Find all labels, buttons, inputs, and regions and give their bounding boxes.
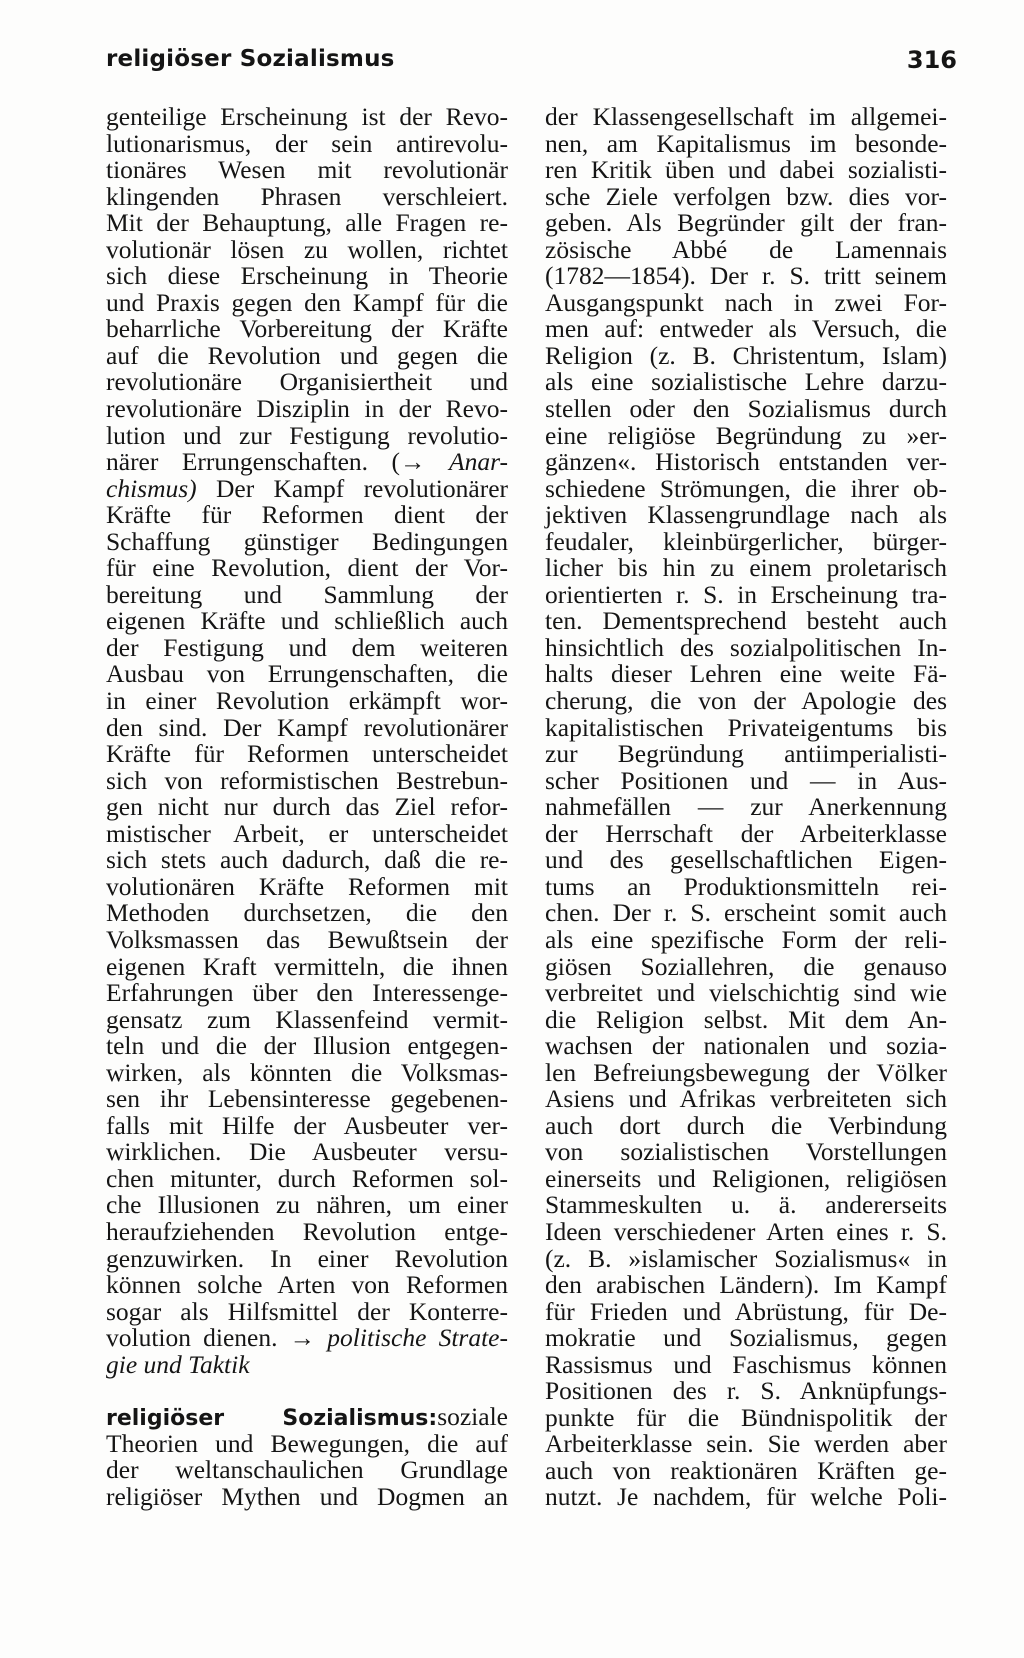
text-line: auf die Revolution und gegen die [106,340,508,370]
entry-line: der weltanschaulichen Grundlage [106,1455,508,1485]
text-segment: närer Errungenschaften. (→ [106,447,450,477]
text-segment: Der Kampf revolutionärer [196,473,508,503]
text-line: tums an Produktionsmitteln rei- [545,871,947,901]
page-number: 316 [906,46,957,74]
text-line: sich stets auch dadurch, daß die re- [106,845,508,875]
entry-line: Theorien und Bewegungen, die auf [106,1428,508,1458]
text-line: als eine sozialistische Lehre darzu- [545,367,947,397]
text-line: genteilige Erscheinung ist der Revo- [106,102,508,131]
text-line: ren Kritik üben und dabei sozialisti- [545,155,947,185]
text-line: der Herrschaft der Arbeiterklasse [545,818,947,848]
text-line: hinsichtlich des sozialpolitischen In- [545,632,947,662]
text-line: men auf: entweder als Versuch, die [545,314,947,344]
left-column [106,104,508,1510]
text-line: den arabischen Ländern). Im Kampf [545,1270,947,1300]
text-line: lutionarismus, der sein antirevolu- [106,128,508,158]
text-line: volutionär lösen zu wollen, richtet [106,234,508,264]
entry-text: soziale [437,1402,508,1432]
text-line: sogar als Hilfsmittel der Konterre- [106,1296,508,1326]
text-line: (1782—1854). Der r. S. tritt seinem [545,261,947,291]
text-line: che Illusionen zu nähren, um einer [106,1190,508,1220]
text-line: sich von reformistischen Bestrebun- [106,765,508,795]
text-line: gänzen«. Historisch entstanden ver- [545,447,947,477]
text-line: revolutionäre Disziplin in der Revo- [106,394,508,424]
text-line: Asiens und Afrikas verbreiteten sich [545,1084,947,1114]
text-line: nahmefällen — zur Anerkennung [545,792,947,822]
text-line: volutionären Kräfte Reformen mit [106,871,508,901]
text-line: Stammeskulten u. ä. andererseits [545,1190,947,1220]
text-line: jektiven Klassengrundlage nach als [545,500,947,530]
text-line: Ausgangspunkt nach in zwei For- [545,287,947,317]
text-line: beharrliche Vorbereitung der Kräfte [106,314,508,344]
text-line: cherung, die von der Apologie des [545,686,947,716]
text-line: eigenen Kräfte und schließlich auch [106,606,508,636]
text-line: Erfahrungen über den Interessenge- [106,978,508,1008]
text-line: stellen oder den Sozialismus durch [545,394,947,424]
text-line: einerseits und Religionen, religiösen [545,1163,947,1193]
text-line: als eine spezifische Form der reli- [545,924,947,954]
text-line: zur Begründung antiimperialisti- [545,739,947,769]
paragraph-gap [106,1378,508,1404]
text-line: Schaffung günstiger Bedingungen [106,526,508,556]
text-line: sche Ziele verfolgen bzw. dies vor- [545,181,947,211]
text-line: geben. Als Begründer gilt der fran- [545,208,947,238]
text-line: für eine Revolution, dient der Vor- [106,553,508,583]
text-line: nen, am Kapitalismus im besonde- [545,128,947,158]
text-line: wirken, als könnten die Volksmas- [106,1057,508,1087]
text-line: Arbeiterklasse sein. Sie werden aber [545,1429,947,1459]
text-line: klingenden Phrasen verschleiert. [106,181,508,211]
text-line: für Frieden und Abrüstung, für De- [545,1296,947,1326]
cross-reference: Anar- [449,447,508,477]
text-line: falls mit Hilfe der Ausbeuter ver- [106,1110,508,1140]
text-line [106,473,508,503]
text-line: Methoden durchsetzen, die den [106,898,508,928]
text-line: punkte für die Bündnispolitik der [545,1402,947,1432]
cross-reference: chismus) [106,473,197,503]
text-line: bereitung und Sammlung der [106,579,508,609]
text-line: Kräfte für Reformen unterscheidet [106,739,508,769]
text-line: giösen Soziallehren, die genauso [545,951,947,981]
text-line: Volksmassen das Bewußtsein der [106,924,508,954]
text-line: gen nicht nur durch das Ziel refor- [106,792,508,822]
text-line: Ausbau von Errungenschaften, die [106,659,508,689]
text-line: revolutionäre Organisiertheit und [106,367,508,397]
right-column [545,104,947,1511]
text-line: Kräfte für Reformen dient der [106,500,508,530]
text-line: wachsen der nationalen und sozia- [545,1031,947,1061]
text-line: die Religion selbst. Mit dem An- [545,1004,947,1034]
text-line: Religion (z. B. Christentum, Islam) [545,340,947,370]
text-line: wirklichen. Die Ausbeuter versu- [106,1137,508,1167]
text-line [106,1325,508,1352]
text-line: nutzt. Je nachdem, für welche Poli- [545,1482,947,1512]
text-line: sen ihr Lebensinteresse gegebenen- [106,1084,508,1114]
text-line: auch von reaktionären Kräften ge- [545,1455,947,1485]
text-line: lution und zur Festigung revolutio- [106,420,508,450]
entry-headword: religiöser Sozialismus: [106,1406,438,1432]
text-line: sich diese Erscheinung in Theorie [106,261,508,291]
text-line: mokratie und Sozialismus, gegen [545,1323,947,1353]
text-line: den sind. Der Kampf revolutionärer [106,712,508,742]
cross-reference: → politische Strate- [289,1323,508,1353]
text-line: chen mitunter, durch Reformen sol- [106,1163,508,1193]
text-line: der Klassengesellschaft im allgemei- [545,102,947,131]
text-line: genzuwirken. In einer Revolution [106,1243,508,1273]
text-line: schiedene Strömungen, die ihrer ob- [545,473,947,503]
text-line: chen. Der r. S. erscheint somit auch [545,898,947,928]
running-head: religiöser Sozialismus [106,46,395,72]
text-line: feudaler, kleinbürgerlicher, bürger- [545,526,947,556]
text-line: Mit der Behauptung, alle Fragen re- [106,208,508,238]
text-line: heraufziehenden Revolution entge- [106,1216,508,1246]
text-line: auch dort durch die Verbindung [545,1110,947,1140]
text-line [106,449,508,476]
text-line: orientierten r. S. in Erscheinung tra- [545,579,947,609]
text-line: Positionen des r. S. Anknüpfungs- [545,1376,947,1406]
text-line: zösische Abbé de Lamennais [545,234,947,264]
text-line: Rassismus und Faschismus können [545,1349,947,1379]
entry-line: religiöser Mythen und Dogmen an [106,1481,508,1511]
text-line: mistischer Arbeit, er unterscheidet [106,818,508,848]
text-line: len Befreiungsbewegung der Völker [545,1057,947,1087]
entry-first-line [106,1404,508,1431]
text-line: können solche Arten von Reformen [106,1270,508,1300]
text-line: licher bis hin zu einem proletarisch [545,553,947,583]
text-line: ten. Dementsprechend besteht auch [545,606,947,636]
text-line: scher Positionen und — in Aus- [545,765,947,795]
text-line: von sozialistischen Vorstellungen [545,1137,947,1167]
text-line: in einer Revolution erkämpft wor- [106,686,508,716]
text-line: eigenen Kraft vermitteln, die ihnen [106,951,508,981]
text-line: eine religiöse Begründung zu »er- [545,420,947,450]
text-line [106,1349,508,1379]
cross-reference: gie und Taktik [106,1349,250,1379]
text-line: tionäres Wesen mit revolutionär [106,155,508,185]
text-line: (z. B. »islamischer Sozialismus« in [545,1243,947,1273]
text-segment: volution dienen. [106,1323,290,1353]
text-line: teln und die der Illusion entgegen- [106,1031,508,1061]
text-line: verbreitet und vielschichtig sind wie [545,978,947,1008]
text-line: halts dieser Lehren eine weite Fä- [545,659,947,689]
text-line: und Praxis gegen den Kampf für die [106,287,508,317]
text-line: Ideen verschiedener Arten eines r. S. [545,1216,947,1246]
text-line: der Festigung und dem weiteren [106,632,508,662]
text-line: gensatz zum Klassenfeind vermit- [106,1004,508,1034]
text-line: und des gesellschaftlichen Eigen- [545,845,947,875]
text-line: kapitalistischen Privateigentums bis [545,712,947,742]
